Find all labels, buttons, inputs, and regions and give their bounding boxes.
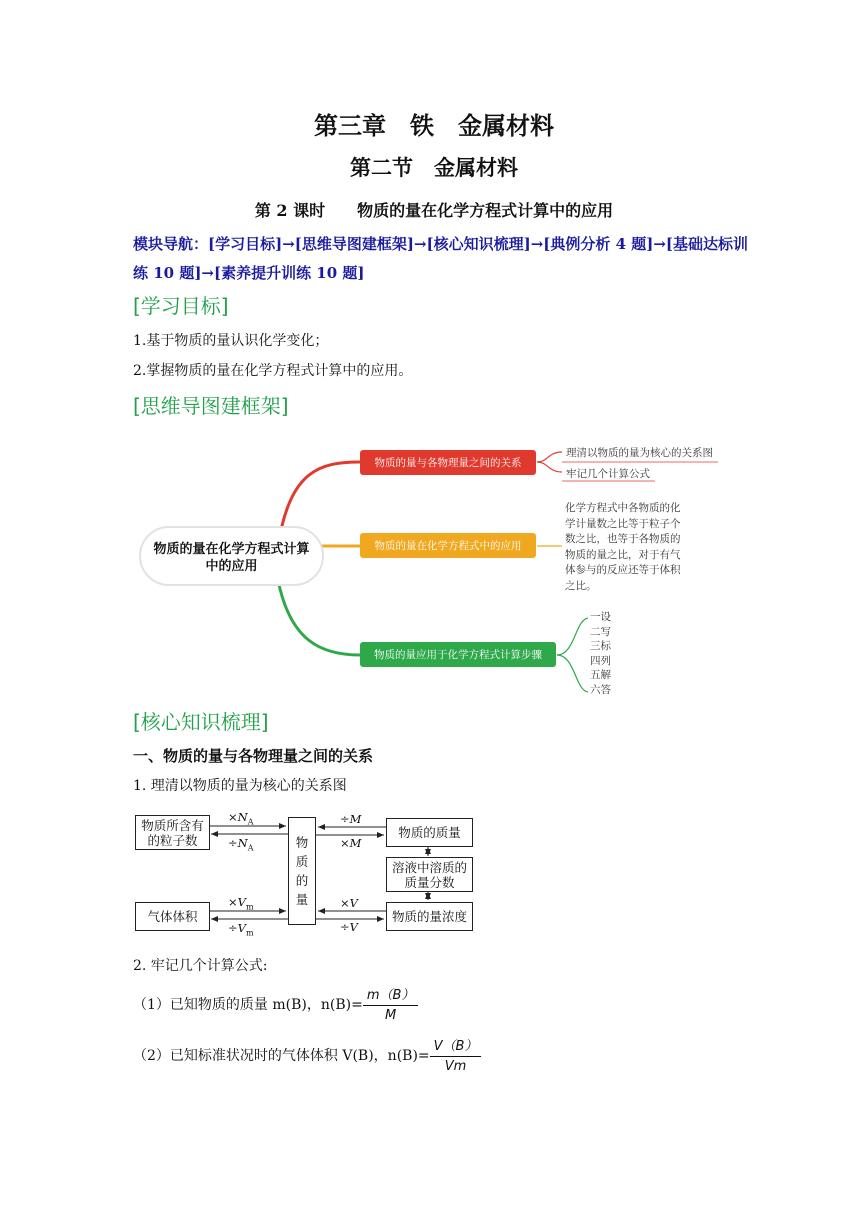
core-subheading-1: 一、物质的量与各物理量之间的关系 (133, 747, 374, 765)
formula-2-text: （2）已知标准状况时的气体体积 V(B)，n(B)= (133, 1047, 430, 1064)
note-1-2: 牢记几个计算公式 (566, 468, 650, 480)
label-mul-m: ×M (340, 836, 362, 850)
branch-label-3: 物质的量应用于化学方程式计算步骤 (374, 649, 542, 661)
mindmap-heading: [思维导图建框架] (133, 394, 289, 418)
step-5: 五解 (590, 669, 611, 681)
section-title: 第二节 金属材料 (350, 155, 518, 180)
step-3: 三标 (590, 640, 611, 652)
core-item-2: 2. 牢记几个计算公式: (133, 958, 268, 974)
note-2-1: 化学方程式中各物质的化学计量数之比等于粒子个数之比，也等于各物质的物质的量之比，对于有气体参与的反应还等于体积之比。 (565, 502, 681, 592)
root-node-label: 物质的量在化学方程式计算中的应用 (153, 542, 310, 574)
lesson-title: 第 2 课时 物质的量在化学方程式计算中的应用 (254, 201, 614, 220)
box-particle-count: 物质所含有的粒子数 (135, 815, 210, 850)
goal-item-1: 1.基于物质的量认识化学变化； (133, 333, 329, 349)
formula-2-denominator: Vm (444, 1059, 467, 1074)
module-navigation: 模块导航：[学习目标]→[思维导图建框架]→[核心知识梳理]→[典例分析 4 题]→[基础达标训练 10 题]→[素养提升训练 10 题] (133, 235, 749, 282)
label-div-vm: $\div V_m$ (228, 921, 254, 938)
step-4: 四列 (590, 654, 611, 667)
step-2: 二写 (590, 625, 611, 638)
label-div-na: $\div N_A$ (228, 836, 254, 853)
label-div-v: ÷V (340, 920, 358, 934)
box-mass: 物质的质量 (386, 818, 473, 847)
branch-label-2: 物质的量在化学方程式中的应用 (374, 540, 522, 552)
formula-1 (133, 984, 418, 1023)
core-heading: [核心知识梳理] (133, 710, 269, 734)
step-6: 六答 (590, 683, 611, 696)
box-amount-of-substance: 物质的量 (288, 817, 316, 925)
formula-1-numerator: m（B） (363, 984, 419, 1006)
formula-2-fraction (430, 1035, 482, 1074)
core-item-1: 1. 理清以物质的量为核心的关系图 (133, 778, 347, 794)
formula-2 (133, 1035, 481, 1074)
label-mul-na: $\times N_A$ (228, 810, 254, 827)
formula-1-fraction (363, 984, 419, 1023)
box-molar-concentration: 物质的量浓度 (386, 902, 473, 931)
label-mul-v: ×V (340, 896, 358, 910)
box-gas-volume: 气体体积 (135, 902, 210, 931)
formula-1-text: （1）已知物质的质量 m(B)，n(B)= (133, 996, 363, 1013)
formula-1-denominator: M (385, 1008, 397, 1023)
branch-label-1: 物质的量与各物理量之间的关系 (374, 457, 522, 469)
box-mass-fraction: 溶液中溶质的质量分数 (386, 857, 473, 892)
step-1: 一设 (590, 611, 611, 623)
chapter-title: 第三章 铁 金属材料 (314, 111, 554, 140)
label-mul-vm: $\times V_m$ (228, 895, 254, 912)
goals-heading: [学习目标] (133, 294, 229, 318)
label-div-m: ÷M (340, 812, 362, 826)
goal-item-2: 2.掌握物质的量在化学方程式计算中的应用。 (133, 363, 413, 379)
formula-2-numerator: V（B） (430, 1035, 482, 1057)
note-1-1: 理清以物质的量为核心的关系图 (566, 447, 713, 459)
